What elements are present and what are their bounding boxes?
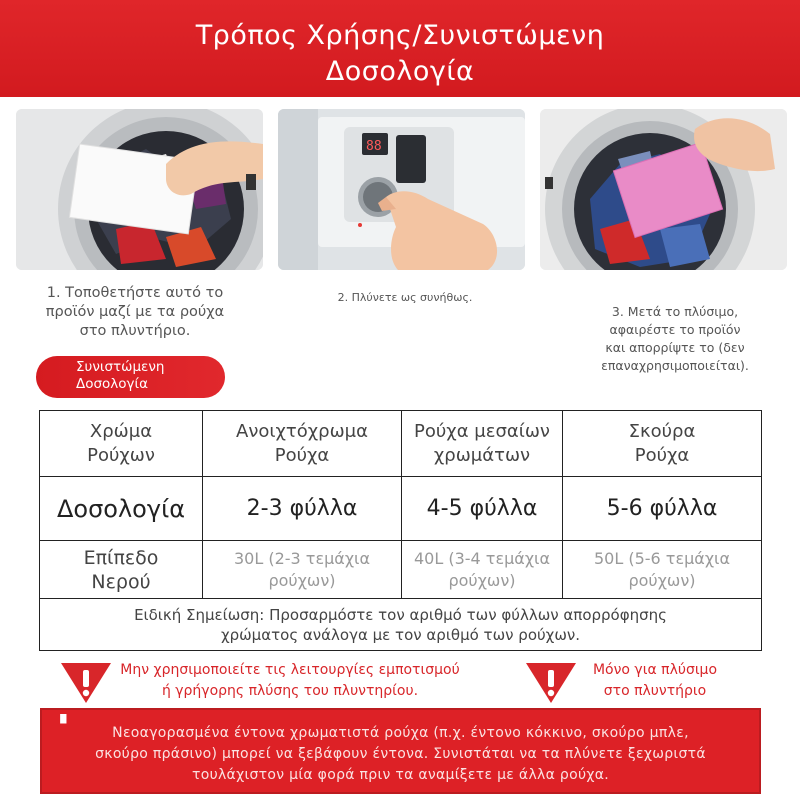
dosage-section-badge bbox=[36, 356, 225, 398]
special-note-row bbox=[40, 599, 762, 651]
header-cell: Ανοιχτόχρωμα Ρούχα bbox=[203, 411, 402, 477]
warning-icon bbox=[61, 663, 111, 707]
photo-step-3 bbox=[540, 109, 787, 270]
notice-line-2: σκούρο πράσινο) μπορεί να ξεβάφουν έντονα. Συνιστάται να τα πλύνετε ξεχωριστά bbox=[95, 746, 706, 762]
notice-line-1: Νεοαγορασμένα έντονα χρωματιστά ρούχα (π.χ. έντονο κόκκινο, σκούρο μπλε, bbox=[112, 725, 689, 741]
dosage-table bbox=[39, 410, 762, 651]
title-banner bbox=[0, 0, 800, 97]
step-3-line-4: επαναχρησιμοποιείται). bbox=[601, 358, 749, 373]
water-level-medium: 40L (3-4 τεμάχια ρούχων) bbox=[402, 541, 563, 599]
step-3-text bbox=[585, 303, 765, 375]
badge-line-1: Συνιστώμενη bbox=[76, 359, 165, 375]
photo-step-2 bbox=[278, 109, 525, 270]
step-1-line-1: 1. Τοποθετήστε αυτό το bbox=[46, 285, 224, 301]
step-2-line-1: 2. Πλύνετε ως συνήθως. bbox=[337, 291, 473, 304]
step-3-line-3: και απορρίψτε το (δεν bbox=[605, 340, 745, 355]
notice-line-3: τουλάχιστον μία φορά πριν τα αναμίξετε με άλλα ρούχα. bbox=[191, 767, 610, 783]
water-level-light: 30L (2-3 τεμάχια ρούχων) bbox=[203, 541, 402, 599]
dosage-label: Δοσολογία bbox=[40, 477, 203, 541]
table-header-row bbox=[40, 411, 762, 477]
title-line-2: Δοσολογία bbox=[325, 56, 475, 87]
warning-machine-wash-text: Μόνο για πλύσιμο στο πλυντήριο bbox=[592, 662, 718, 699]
step-3-line-1: 3. Μετά το πλύσιμο, bbox=[611, 304, 739, 319]
header-cell: Χρώμα Ρούχων bbox=[40, 411, 203, 477]
special-note: Ειδική Σημείωση: Προσαρμόστε τον αριθμό των φύλλων απορρόφησης χρώματος ανάλογα με τον αριθμό των ρούχων. bbox=[40, 599, 762, 651]
corner-mark: ▝ bbox=[54, 714, 67, 733]
color-bleed-notice bbox=[40, 708, 761, 794]
dosage-medium: 4-5 φύλλα bbox=[402, 477, 563, 541]
water-level-row bbox=[40, 541, 762, 599]
header-cell: Ρούχα μεσαίων χρωμάτων bbox=[402, 411, 563, 477]
dosage-dark: 5-6 φύλλα bbox=[563, 477, 762, 541]
water-level-label: Επίπεδο Νερού bbox=[40, 541, 203, 599]
step-1-line-3: στο πλυντήριο. bbox=[79, 323, 191, 339]
photo-step-1 bbox=[16, 109, 263, 270]
header-cell: Σκούρα Ρούχα bbox=[563, 411, 762, 477]
title-line-1: Τρόπος Χρήσης/Συνιστώμενη bbox=[195, 20, 605, 51]
svg-text:88: 88 bbox=[366, 139, 382, 154]
water-level-dark: 50L (5-6 τεμάχια ρούχων) bbox=[563, 541, 762, 599]
badge-line-2: Δοσολογία bbox=[76, 376, 149, 392]
step-3-line-2: αφαιρέστε το προϊόν bbox=[609, 322, 741, 337]
dosage-row bbox=[40, 477, 762, 541]
step-1-line-2: προϊόν μαζί με τα ρούχα bbox=[45, 304, 225, 320]
step-2-text bbox=[300, 290, 510, 306]
warning-no-soak-text: Μην χρησιμοποιείτε τις λειτουργίες εμποτισμού ή γρήγορης πλύσης του πλυντηρίου. bbox=[120, 662, 460, 699]
step-1-text bbox=[20, 284, 250, 341]
dosage-light: 2-3 φύλλα bbox=[203, 477, 402, 541]
warning-icon bbox=[526, 663, 576, 707]
